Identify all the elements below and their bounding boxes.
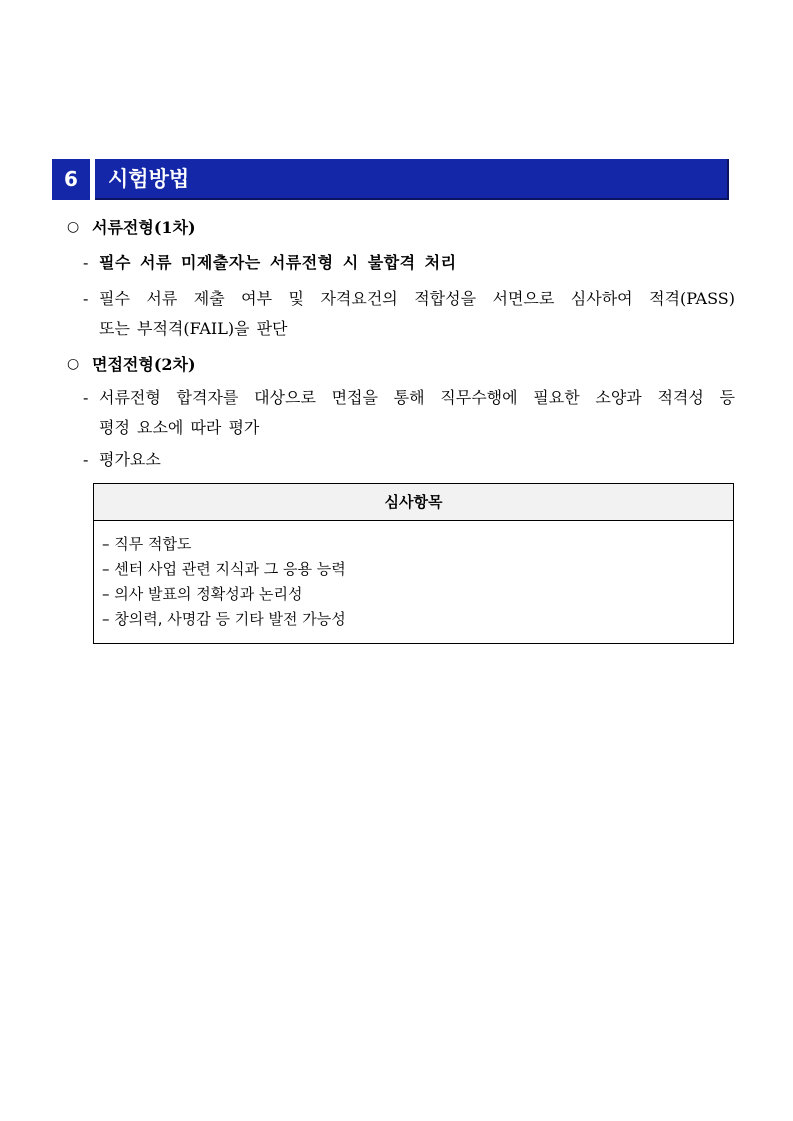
stage1-item1-text: 필수 서류 미제출자는 서류전형 시 불합격 처리 [99,253,457,272]
stage2-item1-text-line1: 서류전형 합격자를 대상으로 면접을 통해 직무수행에 필요한 소양과 적격성 등 [99,388,735,407]
evaluation-criteria-item: – 센터 사업 관련 지식과 그 응용 능력 [102,560,346,578]
stage1-bullet: ○ [67,219,80,235]
section-title: 시험방법 [108,167,190,191]
stage1-item2-text-line2: 또는 부적격(FAIL)을 판단 [99,319,288,338]
stage2-item2-dash: - [83,450,89,469]
evaluation-criteria-header: 심사항목 [94,484,733,521]
section-number: 6 [52,159,90,200]
stage2-bullet: ○ [67,356,80,372]
evaluation-criteria-table [93,483,734,644]
stage2-item2-text: 평가요소 [99,450,161,469]
evaluation-criteria-item: – 직무 적합도 [102,535,192,553]
stage2-item1-dash: - [83,388,89,407]
stage1-heading: 서류전형(1차) [92,218,196,237]
evaluation-criteria-item: – 창의력, 사명감 등 기타 발전 가능성 [102,610,346,628]
stage1-item2-dash: - [83,289,89,308]
section-title-box [95,159,729,200]
stage1-item2-text-line1: 필수 서류 제출 여부 및 자격요건의 적합성을 서면으로 심사하여 적격(PASS) [99,289,735,308]
stage2-heading: 면접전형(2차) [92,355,196,374]
evaluation-criteria-item: – 의사 발표의 정확성과 논리성 [102,585,303,603]
section-header [52,159,729,200]
stage2-item1-text-line2: 평정 요소에 따라 평가 [99,418,260,437]
stage1-item1-dash: - [83,253,89,272]
